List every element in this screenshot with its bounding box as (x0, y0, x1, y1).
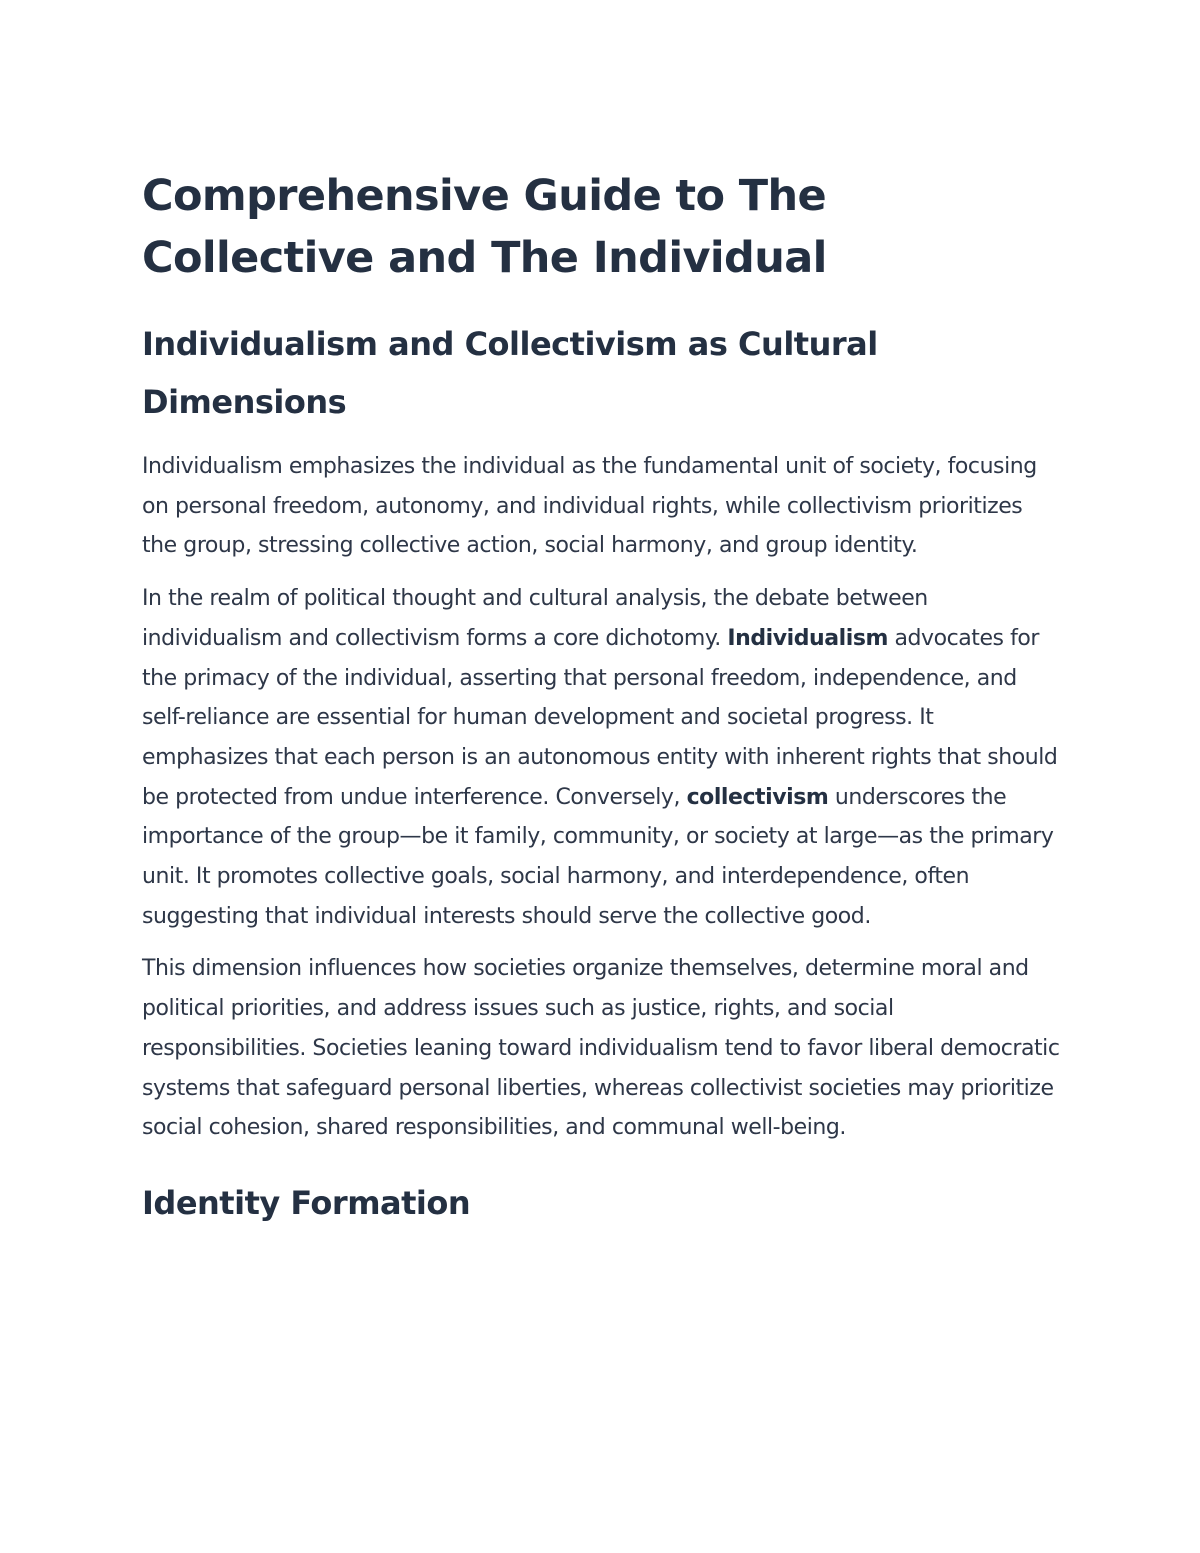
document-title: Comprehensive Guide to The Collective and The Individual (142, 171, 827, 283)
paragraph-definition: Individualism emphasizes the individual as the fundamental unit of society, focusing on personal freedom, autonomy, and individual rights, while collectivism prioritizes the group, stressing collective action, social harmony, and group identity. (142, 454, 1037, 559)
paragraph-dichotomy (142, 579, 1062, 936)
paragraph-societal-influence: This dimension influences how societies organize themselves, determine moral and political priorities, and address issues such as justice, rights, and social responsibilities. Societies leaning toward individualism tend to favor liberal democratic systems that safeguard personal liberties, whereas collectivist societies may prioritize social cohesion, shared responsibilities, and communal well-being. (142, 956, 1060, 1141)
section-heading-cultural-dimensions: Individualism and Collectivism as Cultural Dimensions (142, 325, 878, 421)
section-heading-identity-formation: Identity Formation (142, 1183, 471, 1222)
paragraph-text: underscores the importance of the group—be it family, community, or society at large—as the primary unit. It promotes collective goals, social harmony, and interdependence, often suggesting that individual interests should serve the collective good. (142, 784, 1054, 929)
document-page (142, 165, 1062, 1226)
paragraph-text: advocates for the primacy of the individual, asserting that personal freedom, independence, and self-reliance are essential for human development and societal progress. It emphasizes that each person is an autonomous entity with inherent rights that should be protected from undue interference. Conversely, (142, 625, 1058, 810)
bold-term-individualism: Individualism (727, 625, 888, 651)
paragraph-text: In the realm of political thought and cultural analysis, the debate between individualism and collectivism forms a core dichotomy. (142, 586, 928, 651)
bold-term-collectivism: collectivism (686, 784, 829, 810)
